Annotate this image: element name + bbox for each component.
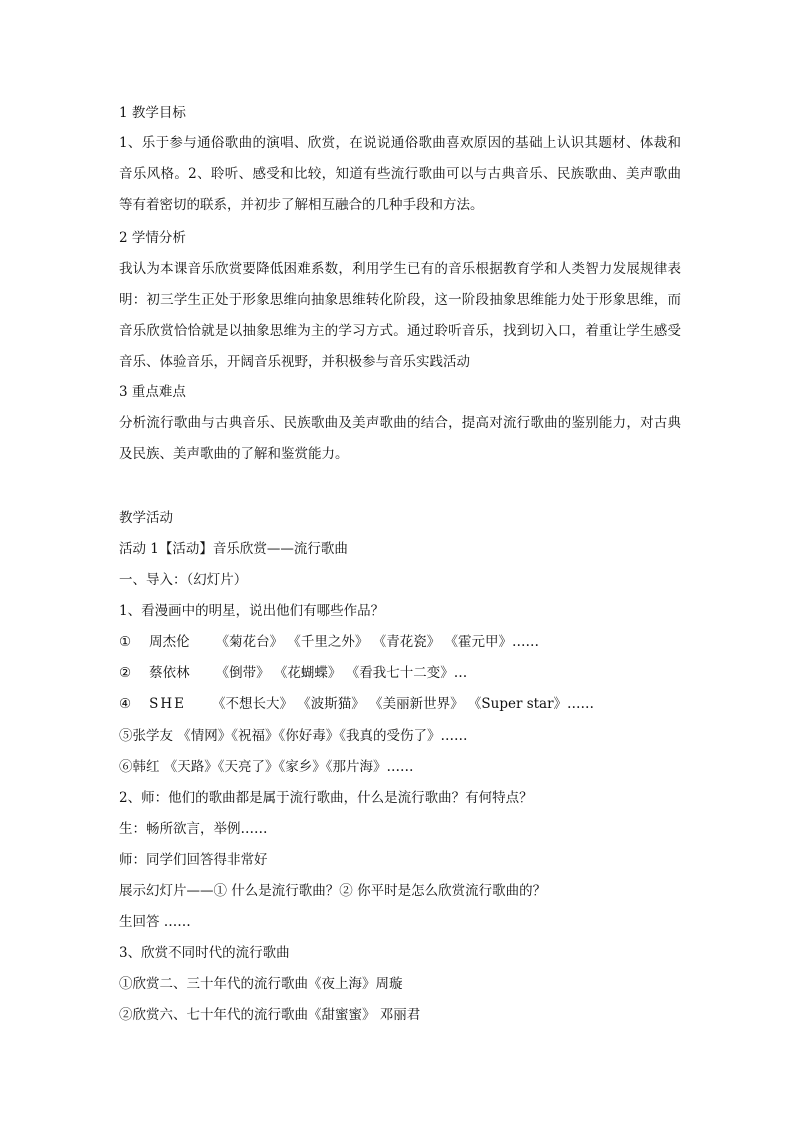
star-number: ④ xyxy=(119,696,132,712)
star-row-6: ⑥韩红 《天路》《天亮了》《家乡》《那片海》…… xyxy=(119,759,414,775)
key-heading: 3 重点难点 xyxy=(119,384,186,400)
star-row-2 xyxy=(119,664,689,682)
intro-line: 一、导入：（幻灯片） xyxy=(119,572,248,588)
star-name: 周杰伦 xyxy=(149,634,190,650)
student-answer-2: 生回答 …… xyxy=(119,914,191,930)
star-number: ② xyxy=(119,665,132,681)
star-row-5: ⑤张学友 《情网》《祝福》《你好毒》《我真的受伤了》…… xyxy=(119,728,468,744)
star-works: 《倒带》 《花蝴蝶》 《看我七十二变》… xyxy=(215,665,468,681)
teacher-remark: 师：同学们回答得非常好 xyxy=(119,852,268,868)
star-name: 蔡依林 xyxy=(149,665,190,681)
analysis-heading: 2 学情分析 xyxy=(119,230,186,246)
star-number: ① xyxy=(119,634,132,650)
star-works: 《不想长大》 《波斯猫》 《美丽新世界》 《Super star》…… xyxy=(212,696,595,712)
era-line-1: ①欣赏二、三十年代的流行歌曲《夜上海》周璇 xyxy=(119,976,403,992)
activity-title: 活动 1【活动】音乐欣赏——流行歌曲 xyxy=(119,541,348,557)
star-row-3 xyxy=(119,695,689,713)
goal-heading: 1 教学目标 xyxy=(119,105,186,121)
goal-text: 1、乐于参与通俗歌曲的演唱、欣赏，在说说通俗歌曲喜欢原因的基础上认识其题材、体裁和音乐风格。2、聆听、感受和比较，知道有些流行歌曲可以与古典音乐、民族歌曲、美声歌曲等有着密切的联系，并初步了解相互融合的几种手段和方法。 xyxy=(119,135,681,213)
star-name: SHE xyxy=(149,696,186,712)
activity-heading: 教学活动 xyxy=(119,510,173,526)
question-1: 1、看漫画中的明星，说出他们有哪些作品？ xyxy=(119,603,385,619)
analysis-text: 我认为本课音乐欣赏要降低困难系数，利用学生已有的音乐根据教育学和人类智力发展规律表明：初三学生正处于形象思维向抽象思维转化阶段，这一阶段抽象思维能力处于形象思维，而音乐欣赏恰恰就是以抽象思维为主的学习方式。通过聆听音乐，找到切入口，着重让学生感受音乐、体验音乐，开阔音乐视野，并积极参与音乐实践活动 xyxy=(119,261,681,370)
student-answer-1: 生：畅所欲言，举例…… xyxy=(119,821,268,837)
star-row-1 xyxy=(119,633,689,651)
question-2: 2、师：他们的歌曲都是属于流行歌曲，什么是流行歌曲？有何特点？ xyxy=(119,790,533,806)
question-3: 3、欣赏不同时代的流行歌曲 xyxy=(119,945,290,961)
key-text: 分析流行歌曲与古典音乐、民族歌曲及美声歌曲的结合，提高对流行歌曲的鉴别能力，对古典及民族、美声歌曲的了解和鉴赏能力。 xyxy=(119,415,681,462)
star-works: 《菊花台》 《千里之外》 《青花瓷》 《霍元甲》…… xyxy=(215,634,539,650)
era-line-2: ②欣赏六、七十年代的流行歌曲《甜蜜蜜》 邓丽君 xyxy=(119,1007,421,1023)
slide-line: 展示幻灯片——① 什么是流行歌曲？② 你平时是怎么欣赏流行歌曲的？ xyxy=(119,883,547,899)
